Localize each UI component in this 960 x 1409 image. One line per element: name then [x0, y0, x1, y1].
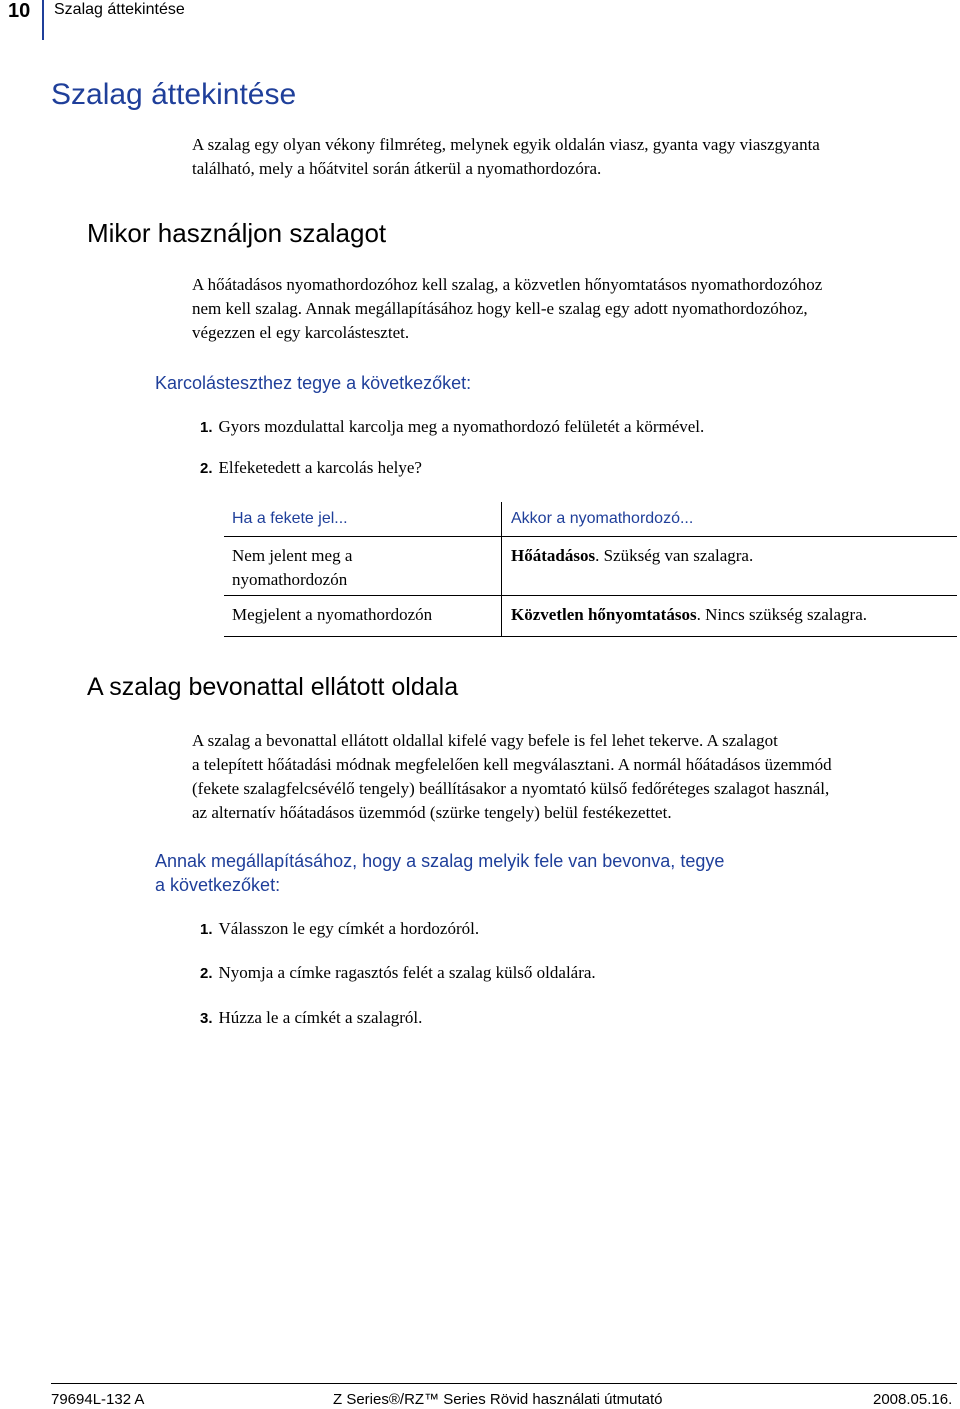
footer-guide-title: Z Series®/RZ™ Series Rövid használati útmutató [333, 1391, 663, 1408]
table-cell [511, 544, 951, 568]
step-number: 1. [200, 419, 213, 436]
table-cell [232, 544, 494, 592]
section-title-when-ribbon: Mikor használjon szalagot [87, 218, 387, 248]
step-text: Elfeketedett a karcolás helye? [218, 458, 422, 477]
table-header-row [224, 502, 957, 537]
step-number: 2. [200, 965, 213, 982]
coated-step-2 [200, 961, 596, 986]
table-cell-bold: Közvetlen hőnyomtatásos [511, 605, 697, 624]
footer-doc-number: 79694L-132 A [51, 1391, 145, 1408]
scratch-test-procedure-title: Karcolásteszthez tegye a következőket: [155, 373, 472, 393]
when-line-3: végezzen el egy karcolástesztet. [192, 323, 410, 342]
table-column-divider [501, 537, 502, 595]
table-cell-line: Nem jelent meg a [232, 546, 353, 565]
table-column-divider [501, 502, 502, 536]
coated-line-4: az alternatív hőátadásos üzemmód (szürke tengely) belül festékezettet. [192, 803, 672, 822]
table-column-divider [501, 596, 502, 636]
footer-divider [51, 1383, 957, 1384]
step-text: Válasszon le egy címkét a hordozóról. [218, 919, 480, 938]
table-header-cell: Akkor a nyomathordozó... [511, 510, 694, 527]
when-line-1: A hőátadásos nyomathordozóhoz kell szalag, a közvetlen hőnyomtatásos nyomathordozóhoz [192, 275, 823, 294]
header-divider [42, 0, 44, 40]
table-cell-text: . Nincs szükség szalagra. [696, 605, 867, 624]
intro-line-1: A szalag egy olyan vékony filmréteg, melynek egyik oldalán viasz, gyanta vagy viaszgyanta [192, 135, 820, 154]
scratch-test-table [224, 502, 957, 637]
scratch-step-2 [200, 456, 422, 481]
table-row [224, 596, 957, 637]
table-cell: Megjelent a nyomathordozón [232, 605, 433, 624]
table-cell-bold: Hőátadásos [511, 546, 596, 565]
footer-date: 2008.05.16. [873, 1391, 953, 1408]
header-section-title: Szalag áttekintése [54, 1, 185, 18]
page-header [0, 0, 960, 42]
when-line-2: nem kell szalag. Annak megállapításához hogy kell-e szalag egy adott nyomathordozóhoz, [192, 299, 808, 318]
procedure-title-line: Annak megállapításához, hogy a szalag melyik fele van bevonva, tegye [155, 851, 725, 871]
step-text: Húzza le a címkét a szalagról. [218, 1008, 423, 1027]
table-cell-text: . Szükség van szalagra. [595, 546, 754, 565]
table-row [224, 537, 957, 596]
table-cell [511, 603, 951, 627]
section-title-coated-side: A szalag bevonattal ellátott oldala [87, 673, 459, 701]
coated-line-2: a telepített hőátadási módnak megfelelően kell megválasztani. A normál hőátadásos üzemmód [192, 755, 832, 774]
coated-line-3: (fekete szalagfelcsévélő tengely) beállításakor a nyomtató külső fedőréteges szalagot használ, [192, 779, 830, 798]
scratch-step-1 [200, 415, 704, 440]
intro-line-2: található, mely a hőátvitel során átkerül a nyomathordozóra. [192, 159, 602, 178]
procedure-title-line: a következőket: [155, 875, 281, 895]
table-header-cell: Ha a fekete jel... [232, 510, 348, 527]
step-number: 3. [200, 1010, 213, 1027]
step-text: Nyomja a címke ragasztós felét a szalag külső oldalára. [218, 963, 596, 982]
step-text: Gyors mozdulattal karcolja meg a nyomathordozó felületét a körmével. [218, 417, 705, 436]
page-number: 10 [8, 0, 31, 22]
coated-line-1: A szalag a bevonattal ellátott oldallal kifelé vagy befele is fel lehet tekerve. A szalagot [192, 731, 778, 750]
coated-procedure-title [155, 849, 724, 897]
step-number: 1. [200, 921, 213, 938]
table-cell-line: nyomathordozón [232, 570, 348, 589]
step-number: 2. [200, 460, 213, 477]
coated-step-3 [200, 1006, 422, 1031]
coated-step-1 [200, 917, 479, 942]
page-title: Szalag áttekintése [51, 78, 297, 111]
